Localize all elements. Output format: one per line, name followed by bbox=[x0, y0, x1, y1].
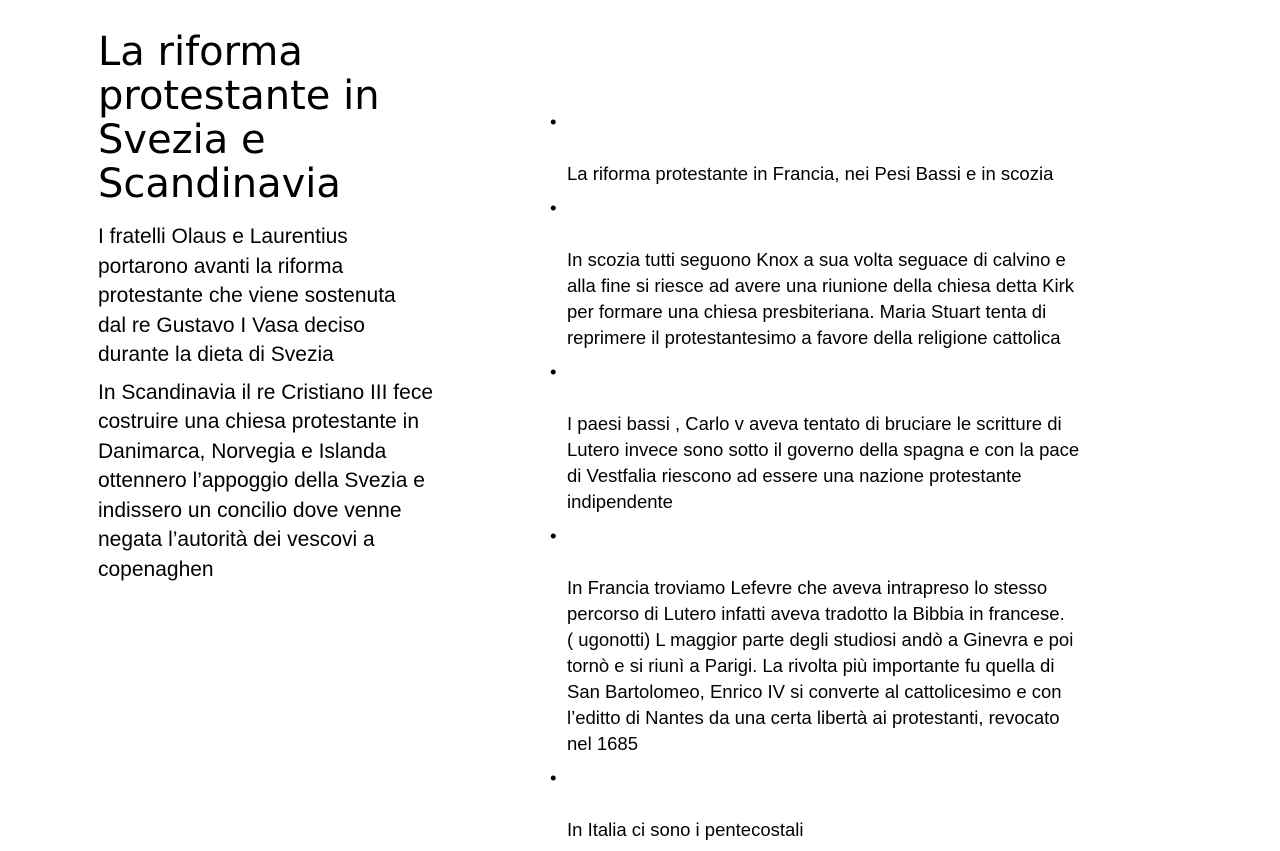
bullet-icon: • bbox=[550, 767, 557, 788]
bullet-list bbox=[550, 109, 1190, 843]
list-item bbox=[550, 109, 1190, 187]
bullet-icon: • bbox=[550, 361, 557, 382]
right-bullet-column bbox=[550, 109, 1190, 851]
left-text-column bbox=[98, 222, 498, 592]
bullet-text: I paesi bassi , Carlo v aveva tentato di bruciare le scritture di Lutero invece sono sotto il governo della spagna e con la pace di Vestfalia riescono ad essere una nazione protestante indipendente bbox=[567, 413, 1080, 512]
bullet-icon: • bbox=[550, 111, 557, 132]
slide-title: La riforma protestante in Svezia e Scandinavia bbox=[98, 29, 380, 207]
paragraph-olaus-laurentius: I fratelli Olaus e Laurentius portarono avanti la riforma protestante che viene sostenuta dal re Gustavo I Vasa deciso durante la dieta di Svezia bbox=[98, 225, 396, 366]
paragraph-scandinavia: In Scandinavia il re Cristiano III fece costruire una chiesa protestante in Danimarca, Norvegia e Islanda ottennero l’appoggio della Svezia e indissero un concilio dove venne negata l’autorità dei vescovi a copenaghen bbox=[98, 380, 433, 581]
list-item bbox=[550, 765, 1190, 843]
bullet-icon: • bbox=[550, 525, 557, 546]
list-item bbox=[550, 195, 1190, 351]
list-item bbox=[550, 359, 1190, 515]
bullet-icon: • bbox=[550, 197, 557, 218]
bullet-text: In Italia ci sono i pentecostali bbox=[567, 819, 804, 840]
bullet-text: La riforma protestante in Francia, nei Pesi Bassi e in scozia bbox=[567, 163, 1054, 184]
list-item bbox=[550, 523, 1190, 757]
bullet-text: In scozia tutti seguono Knox a sua volta seguace di calvino e alla fine si riesce ad avere una riunione della chiesa detta Kirk per formare una chiesa presbiteriana. Maria Stuart tenta di reprimere il protestantesimo a favore della religione cattolica bbox=[567, 249, 1074, 348]
bullet-text: In Francia troviamo Lefevre che aveva intrapreso lo stesso percorso di Lutero infatti aveva tradotto la Bibbia in francese. ( ugonotti) L maggior parte degli studiosi andò a Ginevra e poi tornò e si riunì a Parigi. La rivolta più importante fu quella di San Bartolomeo, Enrico IV si converte al cattolicesimo e con l’editto di Nantes da una certa libertà ai protestanti, revocato nel 1685 bbox=[567, 577, 1074, 754]
